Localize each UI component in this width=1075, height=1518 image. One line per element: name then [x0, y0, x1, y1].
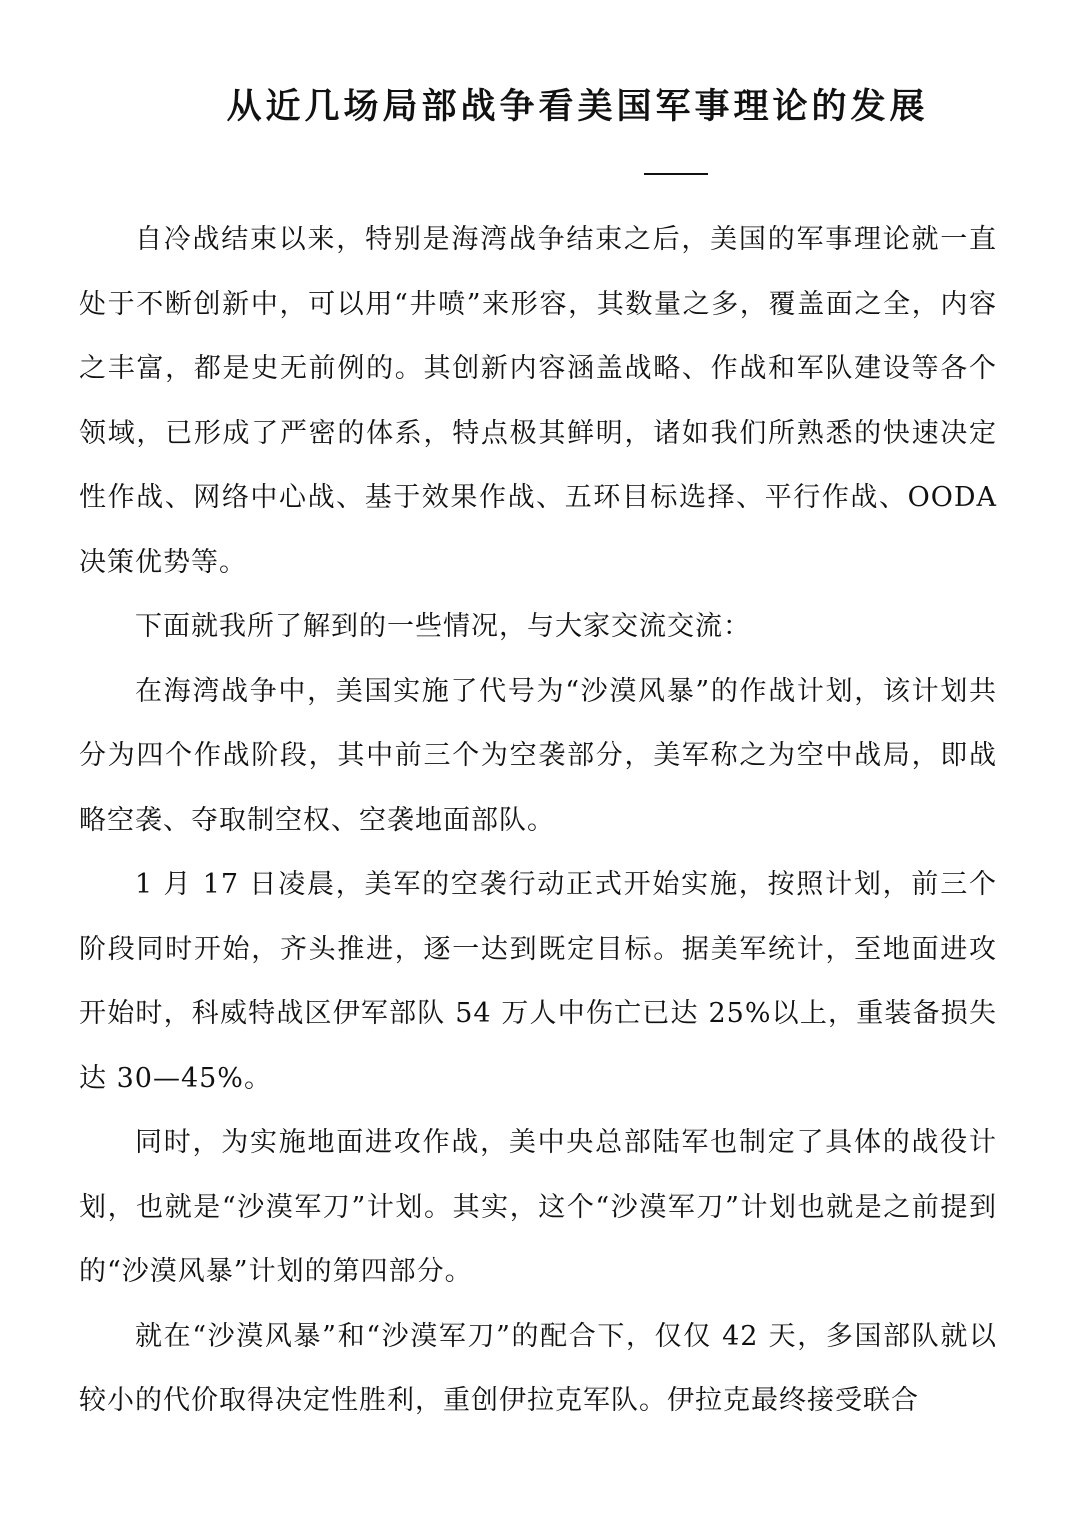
document-body: [79, 208, 997, 1434]
paragraph-1: 自冷战结束以来，特别是海湾战争结束之后，美国的军事理论就一直处于不断创新中，可以用“井喷”来形容，其数量之多，覆盖面之全，内容之丰富，都是史无前例的。其创新内容涵盖战略、作战和军队建设等各个领域，已形成了严密的体系，特点极其鲜明，诸如我们所熟悉的快速决定性作战、网络中心战、基于效果作战、五环目标选择、平行作战、OODA决策优势等。: [79, 224, 997, 578]
paragraph-5: 同时，为实施地面进攻作战，美中央总部陆军也制定了具体的战役计划，也就是“沙漠军刀”计划。其实，这个“沙漠军刀”计划也就是之前提到的“沙漠风暴”计划的第四部分。: [79, 1127, 997, 1287]
paragraph-2: 下面就我所了解到的一些情况，与大家交流交流：: [135, 611, 751, 642]
paragraph-4: 1 月 17 日凌晨，美军的空袭行动正式开始实施，按照计划，前三个阶段同时开始，齐头推进，逐一达到既定目标。据美军统计，至地面进攻开始时，科威特战区伊军部队 54 万人中伤亡已达 25%以上，重装备损失达 30—45%。: [79, 869, 997, 1094]
title-divider: [644, 173, 708, 175]
document-title: 从近几场局部战争看美国军事理论的发展: [226, 87, 929, 127]
paragraph-6: 就在“沙漠风暴”和“沙漠军刀”的配合下，仅仅 42 天，多国部队就以较小的代价取得决定性胜利，重创伊拉克军队。伊拉克最终接受联合: [79, 1320, 997, 1416]
paragraph-3: 在海湾战争中，美国实施了代号为“沙漠风暴”的作战计划，该计划共分为四个作战阶段，其中前三个为空袭部分，美军称之为空中战局，即战略空袭、夺取制空权、空袭地面部队。: [79, 675, 997, 836]
